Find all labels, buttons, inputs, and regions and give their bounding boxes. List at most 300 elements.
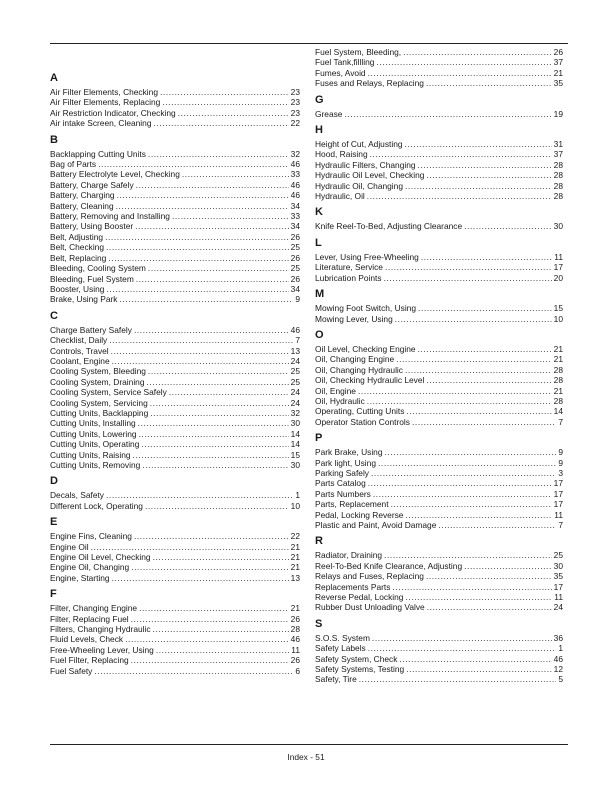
entry-page-number: 7 [558,416,563,427]
entry-title: Air intake Screen, Cleaning [50,118,152,129]
section-letter: F [50,588,57,601]
index-column-right [315,47,563,689]
index-section [50,133,300,305]
entry-page-number: 11 [291,644,300,655]
entry-page-number: 21 [290,562,300,573]
dot-leader [421,252,552,262]
dot-leader [125,634,289,644]
index-entry [315,406,563,416]
section-letter: D [50,475,58,488]
entry-page-number: 1 [558,643,563,654]
entry-page-number: 23 [290,97,300,108]
dot-leader [405,181,552,191]
dot-leader [106,242,289,252]
index-entry [315,109,563,119]
entry-title: Decals, Safety [50,490,104,501]
entry-page-number: 35 [553,78,563,89]
dot-leader [106,490,293,500]
entry-page-number: 25 [290,376,300,387]
entry-title: Oil Level, Checking Engine [315,343,416,354]
entry-title: Charge Battery Safely [50,324,132,335]
index-section [315,431,563,530]
index-entry [50,573,300,583]
index-entry [50,418,300,428]
dot-leader [148,263,289,273]
section-letter: P [315,432,323,445]
dot-leader [98,159,289,169]
entry-title: Cutting Units, Operating [50,439,140,450]
entry-title: Bleeding, Cooling System [50,263,146,274]
entry-title: Engine Oil [50,541,89,552]
dot-leader [426,375,551,385]
entry-title: Grease [315,108,343,119]
index-entry [50,253,300,263]
entry-title: Bleeding, Fuel System [50,273,134,284]
index-entry [315,582,563,592]
index-section [315,205,563,231]
entry-page-number: 30 [553,560,563,571]
entry-title: Fuel Filter, Replacing [50,655,129,666]
index-section [315,328,563,427]
entry-page-number: 22 [290,118,300,129]
entry-title: S.O.S. System [315,632,370,643]
entry-page-number: 21 [553,343,563,354]
index-entry [315,314,563,324]
index-section [50,515,300,583]
entry-title: Literature, Service [315,262,383,273]
entry-title: Plastic and Paint, Avoid Damage [315,520,437,530]
entry-title: Bag of Parts [50,159,97,170]
dot-leader [111,346,289,356]
entry-page-number: 33 [290,211,300,222]
dot-leader [139,429,289,439]
entry-page-number: 46 [290,190,300,201]
entry-page-number: 13 [290,572,300,583]
dot-leader [109,335,293,345]
index-section [50,71,300,129]
dot-leader [367,191,552,201]
index-entry [50,429,300,439]
index-entry [50,159,300,169]
entry-page-number: 24 [290,397,300,408]
entry-page-number: 32 [290,407,300,418]
dot-leader [162,97,288,107]
entry-page-number: 23 [290,87,300,97]
section-letter: E [50,516,58,529]
index-entry [315,47,563,57]
index-entry [50,666,300,676]
index-entry [50,542,300,552]
dot-leader [172,211,289,221]
dot-leader [150,398,289,408]
entry-title: Safety Labels [315,643,366,654]
index-entry [315,654,563,664]
dot-leader [148,366,289,376]
entry-title: Fuel Safety [50,665,93,676]
entry-title: Cutting Units, Removing [50,460,141,470]
index-entry [315,57,563,67]
dot-leader [169,387,289,397]
entry-page-number: 35 [553,571,563,582]
entry-title: Checklist, Daily [50,335,108,346]
dot-leader [156,645,289,655]
dot-leader [405,510,552,520]
entry-page-number: 14 [553,406,563,417]
dot-leader [406,406,551,416]
index-entry [315,375,563,385]
dot-leader [131,562,289,572]
dot-leader [368,68,552,78]
entry-page-number: 14 [290,428,300,439]
index-entry [315,149,563,159]
index-entry [50,232,300,242]
dot-leader [418,160,552,170]
entry-page-number: 21 [553,67,563,78]
entry-page-number: 28 [290,624,300,635]
index-entry [50,366,300,376]
dot-leader [135,221,289,231]
index-entry [315,520,563,530]
entry-title: Cutting Units, Lowering [50,428,137,439]
index-entry [315,365,563,375]
entry-page-number: 3 [558,467,563,478]
entry-title: Cutting Units, Installing [50,418,136,429]
entry-page-number: 34 [290,283,300,294]
section-letter: G [315,93,324,106]
entry-title: Belt, Checking [50,242,104,253]
index-entry [50,346,300,356]
index-entry [50,501,300,511]
index-entry [315,489,563,499]
dot-leader [370,149,552,159]
entry-page-number: 21 [553,354,563,365]
entry-title: Fuel System, Bleeding, [315,47,402,57]
entry-page-number: 21 [553,385,563,396]
index-entry [50,118,300,128]
entry-title: Filter, Replacing Fuel [50,613,129,624]
index-entry [315,643,563,653]
index-entry [50,531,300,541]
dot-leader [406,664,551,674]
index-entry [315,252,563,262]
entry-page-number: 28 [553,191,563,202]
entry-page-number: 11 [554,592,563,603]
entry-title: Battery Electrolyte Level, Checking [50,169,180,180]
entry-page-number: 14 [290,439,300,450]
entry-page-number: 7 [295,335,300,346]
entry-title: Fuel Tank,fillling [315,57,375,68]
index-entry [315,561,563,571]
dot-leader [399,654,551,664]
dot-leader [368,643,557,653]
entry-title: Rubber Dust Unloading Valve [315,602,425,613]
dot-leader [178,108,289,118]
dot-leader [426,170,551,180]
dot-leader [384,550,552,560]
dot-leader [385,262,552,272]
index-entry [315,344,563,354]
index-entry [315,468,563,478]
dot-leader [372,633,552,643]
index-entry [50,408,300,418]
entry-page-number: 26 [290,655,300,666]
entry-page-number: 26 [290,613,300,624]
dot-leader [134,531,289,541]
index-section [315,287,563,324]
entry-title: Safety System, Check [315,653,398,664]
dot-leader [403,47,552,57]
index-entry [315,510,563,520]
entry-page-number: 36 [553,632,563,643]
entry-page-number: 33 [290,169,300,180]
dot-leader [405,592,552,602]
index-entry [315,78,563,88]
entry-page-number: 46 [290,634,300,645]
dot-leader [138,418,289,428]
dot-leader [373,489,552,499]
entry-title: Battery, Using Booster [50,221,134,232]
entry-page-number: 46 [553,653,563,664]
index-entry [315,221,563,231]
dot-leader [147,377,289,387]
dot-leader [154,118,289,128]
index-entry [315,386,563,396]
index-entry [50,294,300,304]
entry-page-number: 1 [295,490,300,501]
entry-title: Cooling System, Servicing [50,397,148,408]
dot-leader [426,571,552,581]
dot-leader [464,561,552,571]
dot-leader [134,325,289,335]
index-entry [315,170,563,180]
dot-leader [153,624,289,634]
entry-page-number: 28 [553,364,563,375]
dot-leader [359,674,557,684]
index-entry [315,181,563,191]
index-entry [50,634,300,644]
entry-title: Cooling System, Draining [50,376,145,387]
dot-leader [376,57,551,67]
entry-title: Reverse Pedal, Locking [315,592,404,603]
index-entry [50,190,300,200]
index-entry [50,356,300,366]
entry-page-number: 25 [290,242,300,253]
dot-leader [142,460,288,470]
dot-leader [426,78,552,88]
index-entry [50,387,300,397]
dot-leader [141,439,288,449]
index-entry [50,274,300,284]
index-entry [315,602,563,612]
entry-page-number: 21 [290,541,300,552]
index-entry [50,645,300,655]
entry-title: Hydraulic Oil, Changing [315,180,403,191]
dot-leader [391,499,552,509]
entry-title: Hydraulic Oil Level, Checking [315,170,425,181]
index-section [315,123,563,201]
entry-title: Booster, Using [50,283,105,294]
entry-title: Fumes, Avoid [315,67,366,78]
dot-leader [116,201,289,211]
entry-page-number: 25 [290,366,300,377]
index-section [315,617,563,685]
dot-leader [368,478,552,488]
entry-title: Engine Fins, Cleaning [50,531,132,542]
entry-title: Replacements Parts [315,581,391,592]
entry-title: Filters, Changing Hydraulic [50,624,151,635]
index-entry [50,87,300,97]
entry-page-number: 34 [290,200,300,211]
index-entry [50,460,300,470]
entry-title: Safety Systems, Testing [315,664,405,675]
entry-page-number: 15 [290,449,300,460]
dot-leader [139,603,289,613]
entry-title: Battery, Cleaning [50,200,114,211]
index-entry [315,633,563,643]
index-entry [315,139,563,149]
entry-page-number: 9 [558,447,563,458]
index-section [315,47,563,89]
dot-leader [145,501,289,511]
index-entry [50,335,300,345]
entry-title: Safety, Tire [315,674,357,685]
entry-page-number: 5 [558,674,563,685]
index-entry [50,377,300,387]
section-letter: O [315,328,324,341]
entry-title: Lubrication Points [315,272,382,283]
dot-leader [358,386,552,396]
index-entry [315,303,563,313]
entry-title: Engine Oil Level, Checking [50,552,151,563]
entry-title: Cutting Units, Backlapping [50,407,149,418]
entry-page-number: 26 [290,231,300,242]
entry-title: Belt, Replacing [50,252,107,263]
entry-title: Battery, Charging [50,190,115,201]
dot-leader [418,344,552,354]
entry-title: Operator Station Controls [315,416,410,427]
dot-leader [405,139,552,149]
entry-page-number: 37 [553,149,563,160]
entry-page-number: 25 [290,263,300,274]
index-entry [315,499,563,509]
index-entry [50,201,300,211]
entry-page-number: 9 [295,294,300,305]
index-entry [50,655,300,665]
entry-title: Mowing Lever, Using [315,313,393,324]
entry-title: Parts Numbers [315,488,371,499]
entry-title: Hydraulic, Oil [315,191,365,202]
entry-page-number: 26 [290,252,300,263]
dot-leader [392,582,551,592]
dot-leader [371,468,556,478]
index-entry [315,273,563,283]
entry-title: Air Filter Elements, Replacing [50,97,161,108]
entry-title: Knife Reel-To-Bed, Adjusting Clearance [315,221,463,232]
entry-title: Park Brake, Using [315,447,383,458]
entry-page-number: 10 [290,500,300,511]
entry-page-number: 21 [290,603,300,614]
index-entry [50,211,300,221]
entry-title: Oil, Checking Hydraulic Level [315,375,425,386]
section-letter: B [50,133,58,146]
dot-leader [367,396,552,406]
entry-page-number: 46 [290,159,300,170]
index-entry [315,160,563,170]
entry-title: Battery, Charge Safely [50,179,134,190]
entry-page-number: 6 [295,665,300,676]
index-entry [50,562,300,572]
dot-leader [464,221,552,231]
entry-page-number: 13 [290,345,300,356]
index-entry [315,592,563,602]
index-entry [315,664,563,674]
dot-leader [117,190,289,200]
entry-page-number: 37 [553,57,563,68]
index-entry [315,458,563,468]
entry-page-number: 31 [553,139,563,150]
entry-page-number: 28 [553,170,563,181]
entry-page-number: 24 [290,387,300,398]
dot-leader [131,655,289,665]
dot-leader [384,273,552,283]
index-entry [315,262,563,272]
index-entry [50,263,300,273]
entry-page-number: 30 [290,418,300,429]
index-entry [50,97,300,107]
dot-leader [412,417,556,427]
entry-title: Oil, Hydraulic [315,395,365,406]
index-entry [50,284,300,294]
entry-page-number: 12 [553,664,563,675]
dot-leader [160,87,289,97]
dot-leader [182,169,289,179]
entry-title: Air Restriction Indicator, Checking [50,107,176,118]
section-letter: S [315,617,323,630]
entry-page-number: 28 [553,180,563,191]
section-letter: H [315,124,323,137]
entry-title: Parts Catalog [315,478,366,489]
entry-page-number: 22 [290,531,300,542]
entry-page-number: 30 [290,460,300,470]
index-entry [50,603,300,613]
dot-leader [396,354,552,364]
index-entry [315,191,563,201]
entry-title: Engine Oil, Changing [50,562,130,573]
entry-page-number: 17 [553,581,563,592]
entry-title: Fluid Levels, Check [50,634,124,645]
entry-page-number: 25 [553,550,563,561]
entry-title: Pedal, Locking Reverse [315,509,404,520]
entry-page-number: 32 [290,148,300,159]
entry-title: Air Filter Elements, Checking [50,87,158,97]
section-letter: A [50,72,58,84]
index-entry [50,149,300,159]
index-entry [315,68,563,78]
index-entry [50,624,300,634]
entry-page-number: 34 [290,221,300,232]
section-letter: M [315,288,325,301]
dot-leader [385,447,557,457]
dot-leader [150,408,288,418]
dot-leader [91,542,289,552]
dot-leader [153,552,289,562]
entry-title: Brake, Using Park [50,294,118,305]
entry-title: Free-Wheeling Lever, Using [50,644,154,655]
entry-title: Different Lock, Operating [50,500,143,511]
entry-page-number: 30 [553,221,563,232]
entry-page-number: 24 [290,355,300,366]
dot-leader [405,365,552,375]
